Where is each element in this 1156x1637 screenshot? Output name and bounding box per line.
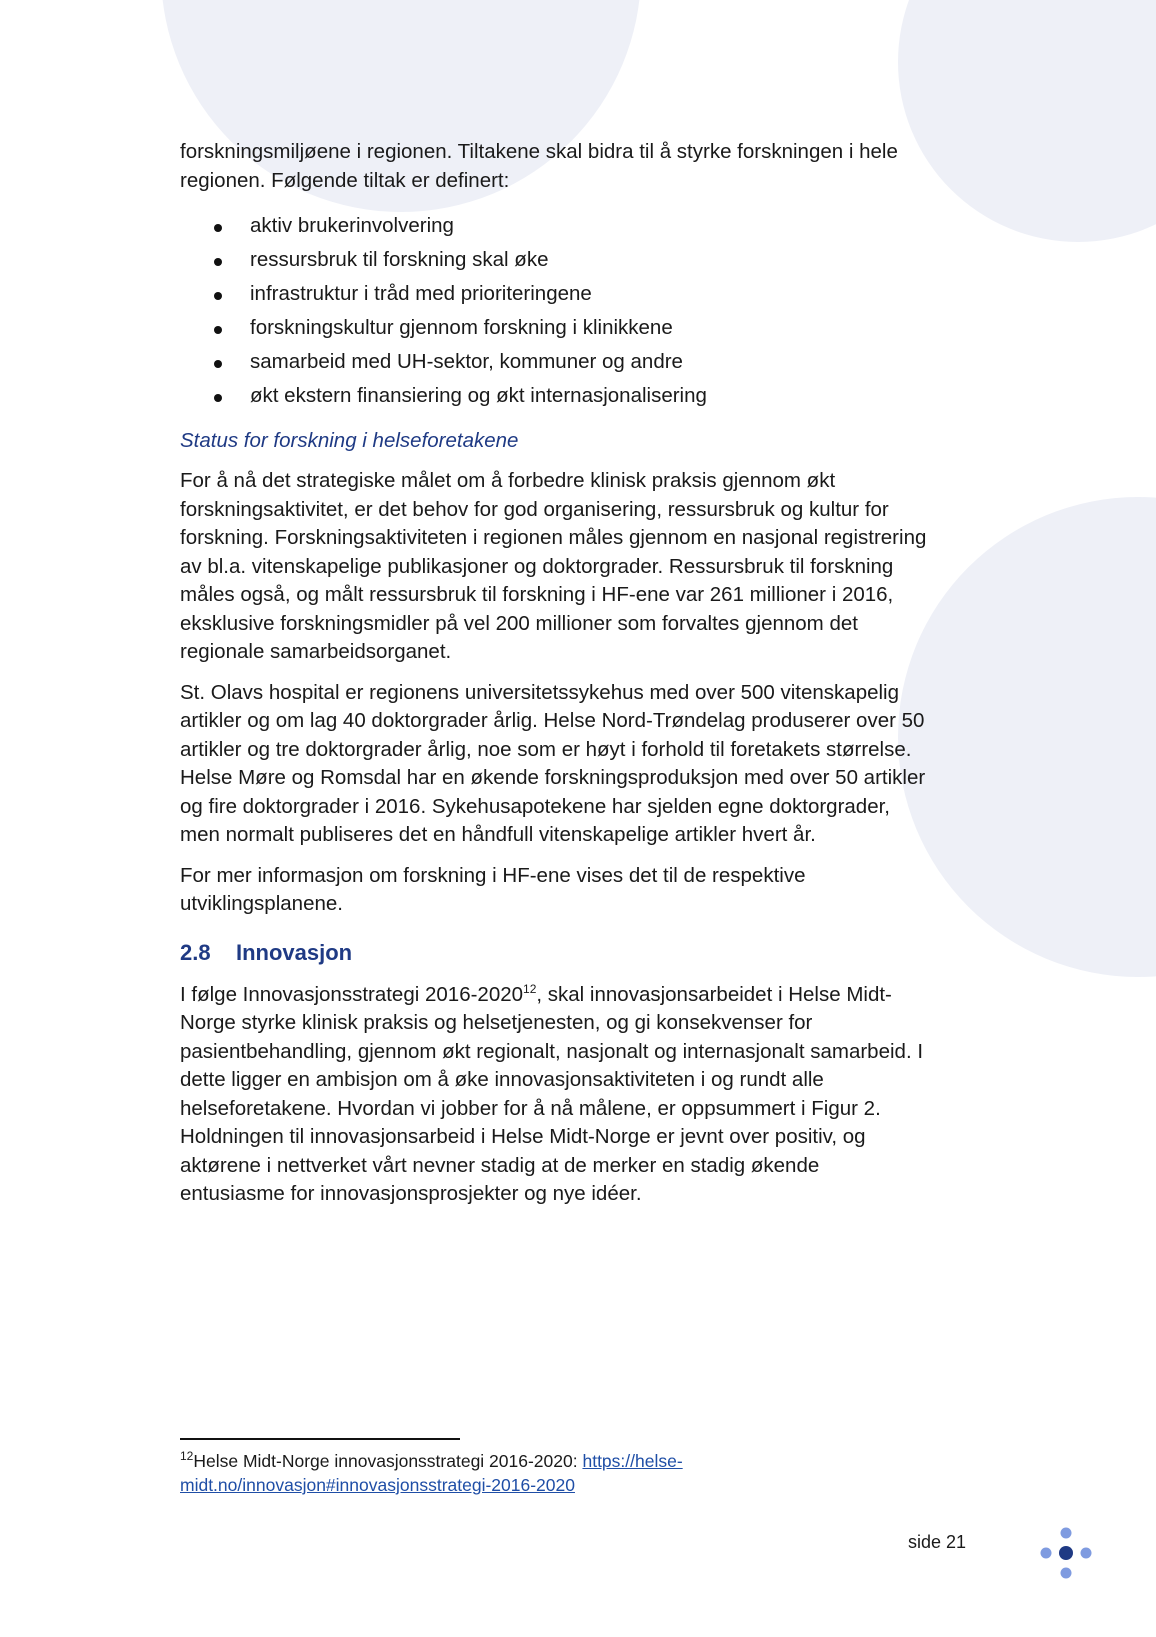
footnote xyxy=(180,1449,740,1497)
bullet-icon xyxy=(214,394,222,402)
bullet-icon xyxy=(214,326,222,334)
section-heading-innovation xyxy=(180,937,970,969)
bullet-icon xyxy=(214,360,222,368)
page-number: side 21 xyxy=(908,1532,967,1552)
section-number: 2.8 xyxy=(180,939,211,965)
bullet-icon xyxy=(214,258,222,266)
section-title: Innovasjon xyxy=(236,939,353,965)
bullet-icon xyxy=(214,224,222,232)
footnote-separator xyxy=(180,1438,460,1440)
intro-paragraph: forskningsmiljøene i regionen. Tiltakene skal bidra til å styrke forskningen i hele regionen. Følgende tiltak er definert: xyxy=(180,140,898,192)
status-paragraph-3: For mer informasjon om forskning i HF-ene vises det til de respektive utviklingsplanene. xyxy=(180,863,806,915)
innovation-paragraph: I følge Innovasjonsstrategi 2016-2020$^{12}$, skal innovasjonsarbeidet i Helse Midt- Norge styrke klinisk praksis og helsetjenesten, og gi konsekvenser for pasientbehandling, gjennom økt regionalt, nasjonalt og internasjonalt samarbeid. I dette ligger en ambisjon om å øke innovasjonsaktiviteten i og rundt alle helseforetakene. Hvordan vi jobber for å nå målene, er oppsummert i Figur 2. Holdningen til innovasjonsarbeid i Helse Midt-Norge er jevnt over positiv, og aktørene i nettverket vårt nevner stadig at de merker en stadig økende entusiasme for innovasjonsprosjekter og nye idéer. xyxy=(180,981,924,1205)
list-item: ressursbruk til forskning skal øke xyxy=(180,243,970,277)
list-item: aktiv brukerinvolvering xyxy=(180,209,970,243)
bullet-icon xyxy=(214,292,222,300)
list-item: infrastruktur i tråd med prioriteringene xyxy=(180,277,970,311)
list-item: forskningskultur gjennom forskning i klinikkene xyxy=(180,311,970,345)
footnote-number: 12 xyxy=(180,1449,194,1464)
footnote-reference[interactable]: 12 xyxy=(523,981,537,996)
status-subheading: Status for forskning i helseforetakene xyxy=(180,429,519,452)
list-item: økt ekstern finansiering og økt internasjonalisering xyxy=(180,379,970,413)
footnote-text: Helse Midt-Norge innovasjonsstrategi 2016-2020: xyxy=(193,1451,583,1471)
measures-list xyxy=(180,209,970,413)
helse-midt-logo-icon xyxy=(1038,1526,1094,1582)
status-paragraph-2: St. Olavs hospital er regionens universitetssykehus med over 500 vitenskapelig artikler og om lag 40 doktorgrader årlig. Helse Nord-Trøndelag produserer over 50 artikler og tre doktorgrader årlig, noe som er høyt i forhold til foretakets størrelse. Helse Møre og Romsdal har en økende forskningsproduksjon med over 50 artikler og fire doktorgrader i 2016. Sykehusapotekene har sjelden egne doktorgrader, men normalt publiseres det en håndfull vitenskapelige artikler hvert år. xyxy=(180,680,926,846)
status-paragraph-1: For å nå det strategiske målet om å forbedre klinisk praksis gjennom økt forskningsaktivitet, er det behov for god organisering, ressursbruk og kultur for forskning. Forskningsaktiviteten i regionen måles gjennom en nasjonal registrering av bl.a. vitenskapelige publikasjoner og doktorgrader. Ressursbruk til forskning måles også, og målt ressursbruk til forskning i HF-ene var 261 millioner i 2016, eksklusive forskningsmidler på vel 200 millioner som forvaltes gjennom det regionale samarbeidsorganet. xyxy=(180,469,927,663)
page-content xyxy=(180,138,970,1209)
footnote-link[interactable]: https://helse- midt.no/innovasjon#innovasjonsstrategi-2016-2020 xyxy=(180,1451,683,1495)
list-item: samarbeid med UH-sektor, kommuner og andre xyxy=(180,345,970,379)
